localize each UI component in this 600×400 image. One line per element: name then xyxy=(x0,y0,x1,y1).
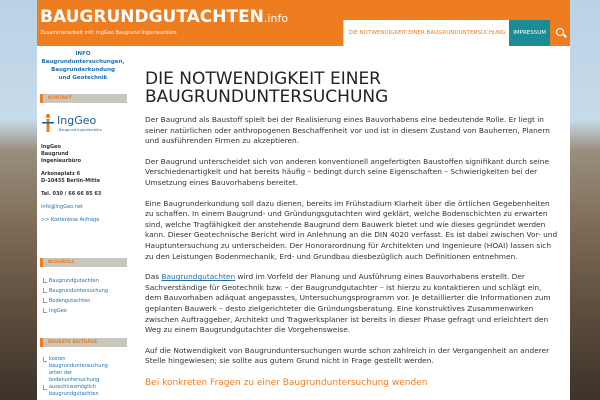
recent-post-link[interactable]: ausschlussmöglich baugrundgutachten xyxy=(43,384,129,398)
site-tagline: Zusammenarbeit mit: IngGeo Baugrund Ingenieurbüro xyxy=(40,30,177,36)
site-header xyxy=(37,0,570,46)
article-paragraph: Der Baugrund als Baustoff spielt bei der Realisierung eines Bauvorhabens eine bedeutende Rolle. Er liegt in seiner natürlichen oder anthropogenen Beschaffenheit vor und ist in diesem Zustand von Bauherren, Planern und ausführenden Firmen zu akzeptieren. xyxy=(145,115,550,146)
page-body xyxy=(37,46,570,400)
nav-item-notwendigkeit[interactable]: DIE NOTWENDIGKEIT EINER BAUGRUNDUNTERSUCHUNG xyxy=(343,20,509,46)
main-nav xyxy=(343,20,570,46)
recent-posts-list xyxy=(43,356,129,398)
contact-line: IngGeo xyxy=(41,144,61,150)
contact-block xyxy=(41,144,129,224)
article-paragraph: Eine Baugrunderkundung soll dazu dienen, bereits im Frühstadium Klarheit über die örtlichen Gegebenheiten zu schaffen. In einem Baugrund- und Gründungsgutachten wird geklärt, welche Bodenschichten zu erwarten sind, welche Tragfähigkeit der anstehende Baugrund dem Bauwerk bietet und wie dieses gegründet werden kann. Dieser Geotechnische Bericht wird in Anlehnung an die DIN 4020 verfasst. Es ist dabei zwischen Vor- und Hauptuntersuchung zu unterscheiden. Der Honorarordnung für Architekten und Ingenieure (HOAI) lassen sich zu den Leistungen Bodenmechanik, Erd- und Grundbau diesbezüglich auch Definitionen entnehmen. xyxy=(145,198,558,261)
article xyxy=(145,70,560,389)
recent-post-link[interactable]: kosten baugrunduntersuchung xyxy=(43,356,129,370)
contact-line: Baugrund xyxy=(41,151,69,157)
sidebar-menu xyxy=(37,50,129,82)
contact-phone: Tel. 030 / 66 66 85 63 xyxy=(41,191,102,197)
free-request-link[interactable]: >> Kostenlose Anfrage xyxy=(41,217,100,223)
blogroll-item[interactable]: Baugrunduntersuchung xyxy=(43,286,129,296)
search-button[interactable] xyxy=(550,20,570,46)
contact-address-city: D-10435 Berlin-Mitte xyxy=(41,178,101,184)
blogroll-item[interactable]: Bodengutachten xyxy=(43,296,129,306)
article-paragraph: Das Baugrundgutachten wird im Vorfeld der Planung und Ausführung eines Bauvorhabens erstellt. Der Sachverständige für Geotechnik bzw. – der Baugrundgutachter – ist hierzu zu kontaktieren und schlägt ein, dem Bauvorhaben adäquat angepasstes, Untersuchungsprogramm vor. Je detaillierter die Informationen zum geplanten Bauwerk – desto zielgerichteter die Gründungsberatung. Eine konstruktives Zusammenwirken zwischen Auftraggeber, Architekt und Tragwerksplaner ist bereits in dieser Phase gefragt und erleichtert den Weg zu einem Baugrundgutachter die Vorgehensweise. xyxy=(145,272,551,335)
logo-mark-icon xyxy=(41,113,55,133)
blogroll-heading: BLOGROLL xyxy=(40,258,127,267)
sidebar-item-baugrund-3[interactable]: und Geotechnik xyxy=(58,75,108,81)
site-title[interactable]: BAUGRUNDGUTACHTEN.info xyxy=(40,7,289,27)
blogroll-list xyxy=(43,276,129,316)
page-title: DIE NOTWENDIGKEIT EINER BAUGRUNDUNTERSUCHUNG xyxy=(145,69,389,107)
article-paragraph: Der Baugrund unterscheidet sich von anderen konventionell angefertigten Baustoffen signifikant durch seine Verschiedenartigkeit und hat bereits häufig – bedingt durch seine Eigenschaften – Schwierigkeiten bei der Umsetzung eines Bauvorhabens bereitet. xyxy=(145,156,550,187)
contact-email-link[interactable]: info@IngGeo.net xyxy=(41,204,83,210)
contact-address-street: Arkonaplatz 6 xyxy=(41,171,81,177)
blogroll-item[interactable]: IngGeo xyxy=(43,306,129,316)
recent-post-link[interactable]: arten der bodenuntersuchung xyxy=(49,370,100,383)
recent-posts-heading: NEUESTE BEITRÄGE xyxy=(40,338,127,347)
kontakt-heading: KONTAKT xyxy=(40,94,127,103)
ingeo-logo xyxy=(41,112,111,138)
contact-line: Ingenieurbüro xyxy=(41,158,82,164)
sidebar-item-baugrund-2[interactable]: Baugrunderkundung xyxy=(51,67,115,73)
sidebar-item-baugrund-1[interactable]: Baugrunduntersuchungen, xyxy=(41,59,125,65)
logo-subtitle: Baugrund Ingenieurbüro xyxy=(59,128,102,132)
article-subheading: Bei konkreten Fragen zu einer Baugrunduntersuchung wenden xyxy=(145,377,428,388)
nav-item-impressum[interactable]: IMPRESSUM xyxy=(509,20,550,46)
baugrundgutachten-link[interactable]: Baugrundgutachten xyxy=(161,272,236,282)
sidebar xyxy=(37,46,129,400)
blogroll-item[interactable]: Baugrundgutachten xyxy=(43,276,129,286)
article-paragraph: Auf die Notwendigkeit von Baugrunduntersuchungen wurde schon zahlreich in der Vergangenheit an anderer Stelle hingewiesen; sie sollte aus gutem Grund nicht in Frage gestellt werden. xyxy=(145,345,550,366)
sidebar-item-info[interactable]: INFO xyxy=(75,51,91,57)
search-icon xyxy=(556,28,564,36)
logo-name: IngGeo xyxy=(57,114,97,127)
